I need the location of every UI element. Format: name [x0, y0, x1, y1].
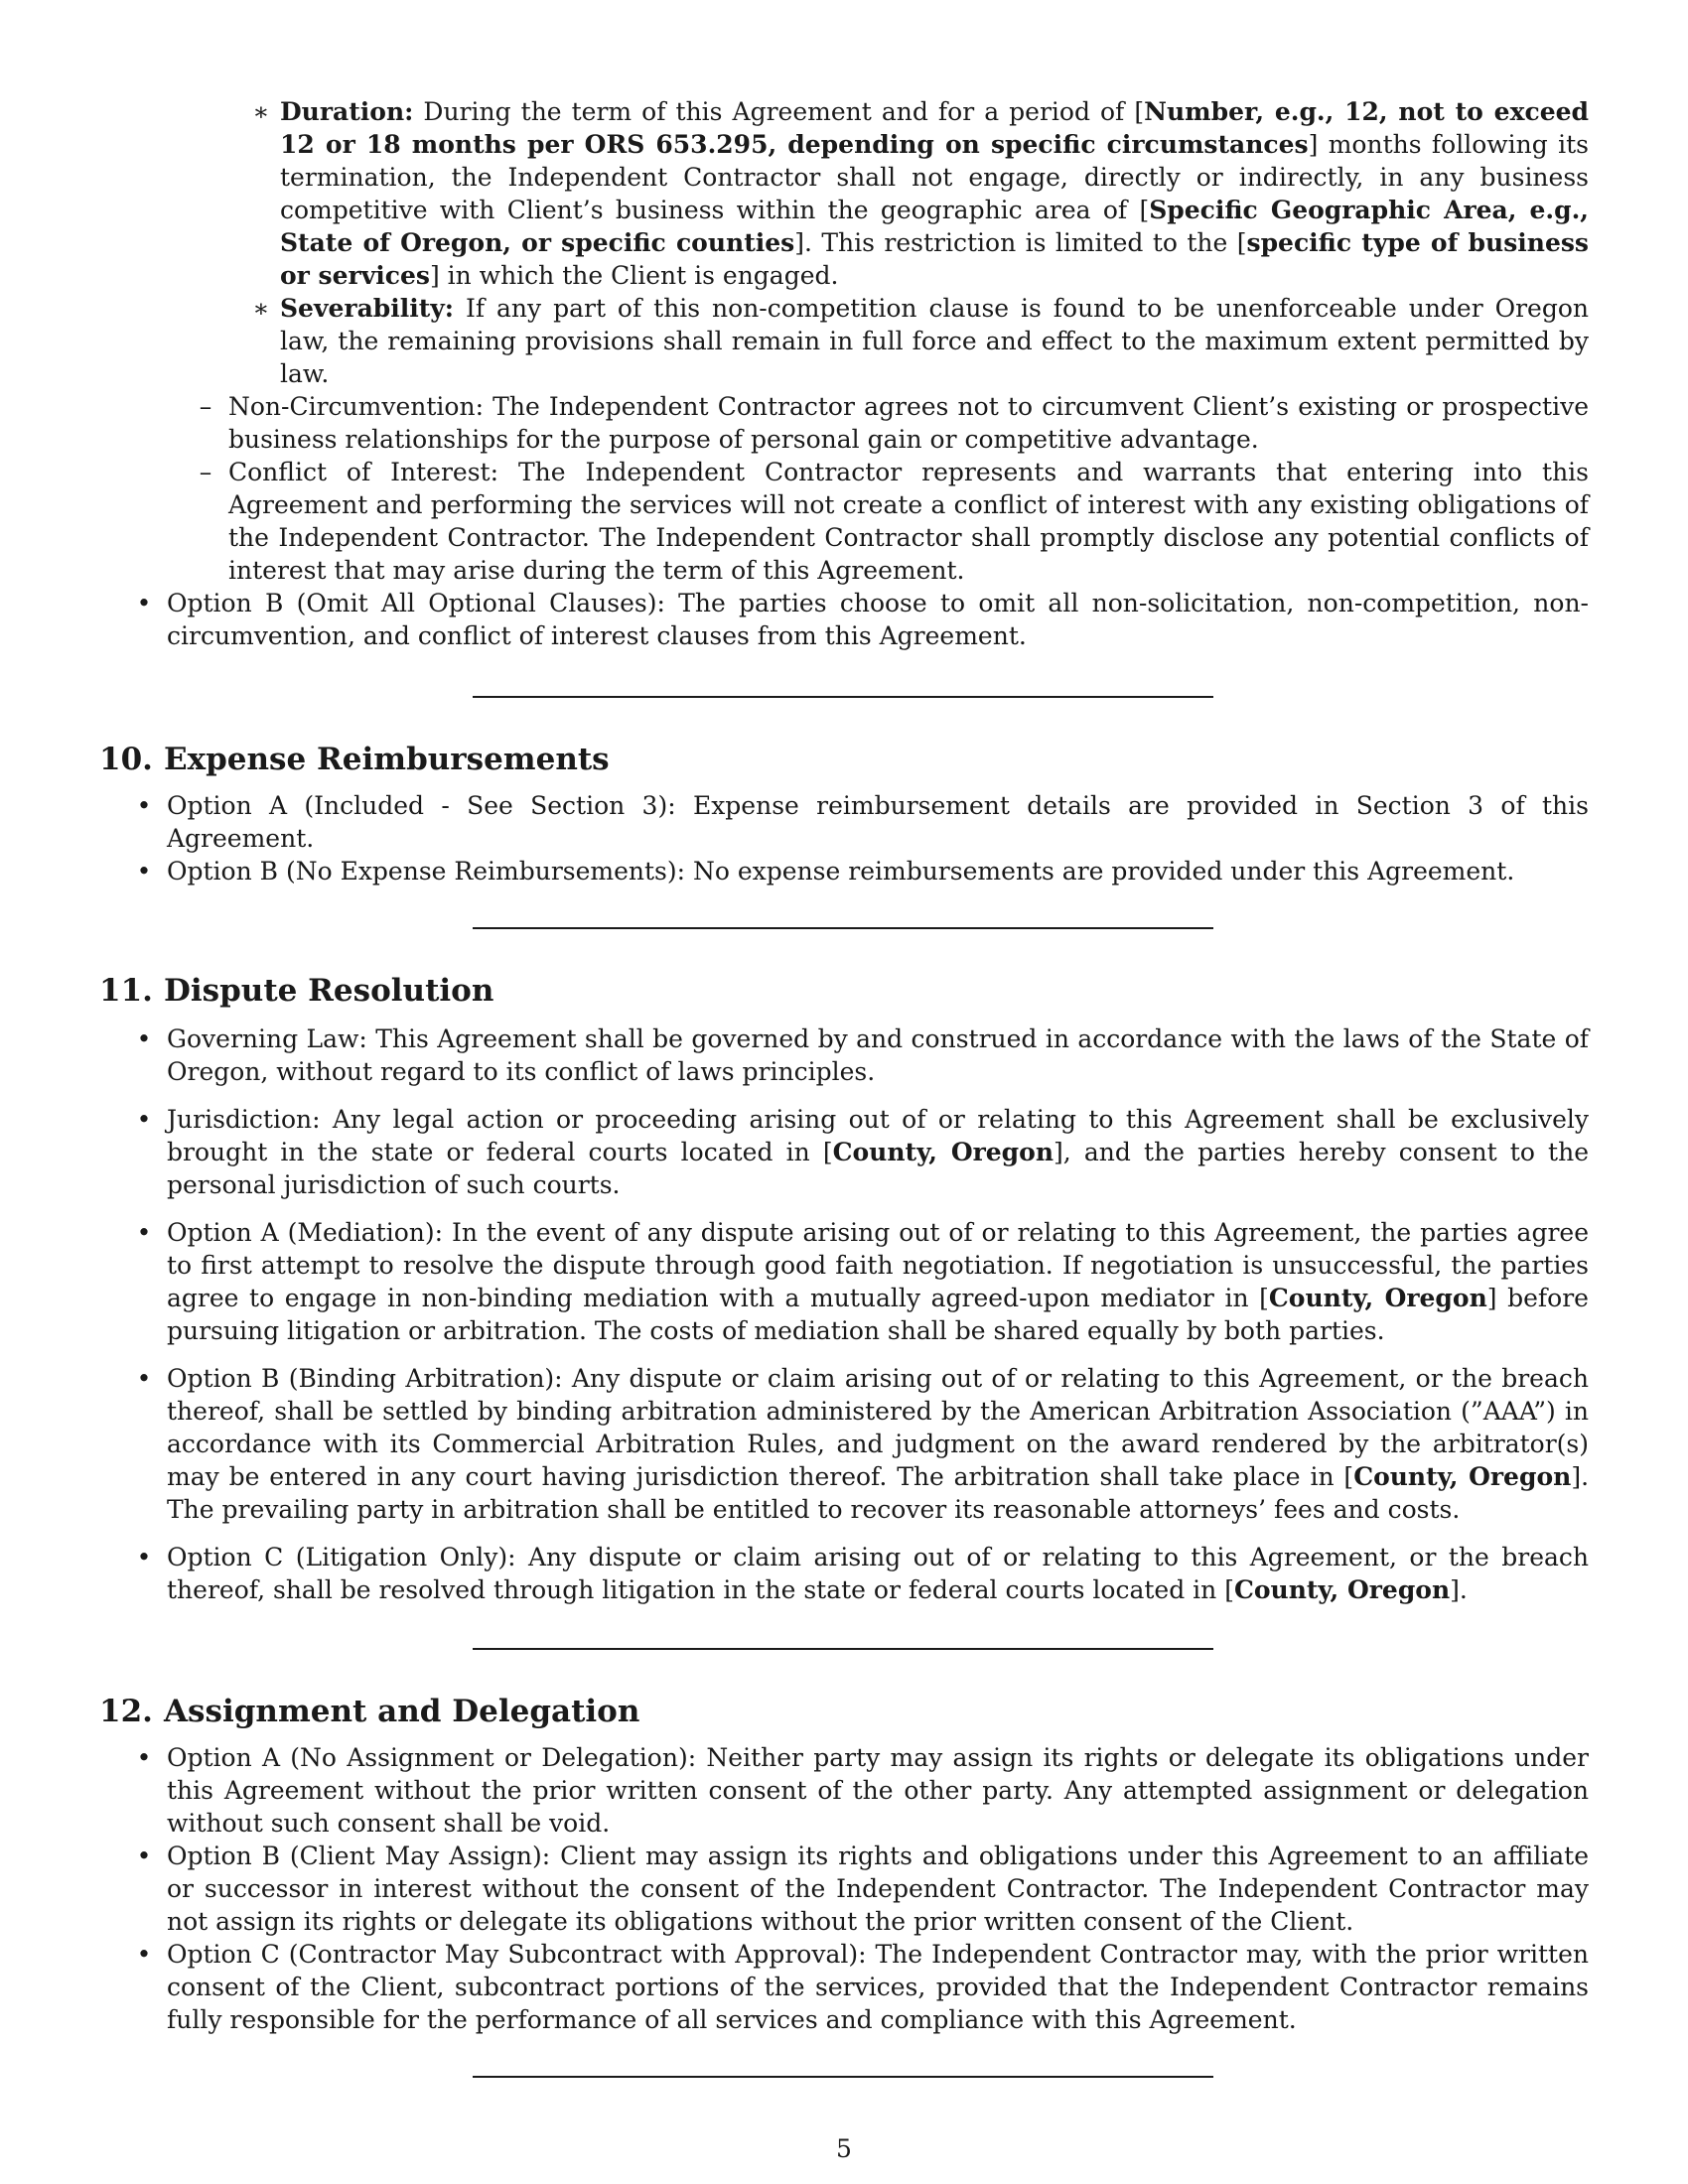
- bullet-marker: •: [136, 791, 152, 820]
- list-item-option-b-arbitration: • Option B (Binding Arbitration): Any dispute or claim arising out of or relating to this Agreement, or the breach thereof, shall be settled by binding arbitration administered by the American Arbitration Association (”AAA”) in accordance with its Commercial Arbitration Rules, and judgment on the award rendered by the arbitrator(s) may be entered in any court having jurisdiction thereof. The arbitration shall take place in [County, Oregon]. The prevailing party in arbitration shall be entitled to recover its reasonable attorneys’ fees and costs.: [99, 1362, 1589, 1526]
- list-item-severability: ∗ Severability: If any part of this non-competition clause is found to be unenforceable under Oregon law, the remaining provisions shall remain in full force and effect to the maximum extent permitted by law.: [99, 292, 1589, 390]
- bullet-marker: •: [136, 1842, 152, 1870]
- bullet-marker: •: [136, 1940, 152, 1969]
- duration-label: Duration:: [280, 97, 414, 126]
- list-item-jurisdiction: • Jurisdiction: Any legal action or proceeding arising out of or relating to this Agreement shall be exclusively brought in the state or federal courts located in [County, Oregon], and the parties hereby consent to the personal jurisdiction of such courts.: [99, 1103, 1589, 1201]
- bullet-marker: •: [136, 1105, 152, 1134]
- bullet-marker: •: [136, 857, 152, 886]
- list-item: • Option B (Client May Assign): Client may assign its rights and obligations under this Agreement to an affiliate or successor in interest without the consent of the Independent Contractor. The Independent Contractor may not assign its rights or delegate its obligations without the prior written consent of the Client.: [99, 1840, 1589, 1938]
- bullet-marker: •: [136, 1743, 152, 1772]
- dash-marker: –: [199, 392, 212, 421]
- bullet-marker: •: [136, 1543, 152, 1571]
- list-item-conflict-of-interest: – Conflict of Interest: The Independent Contractor represents and warrants that entering into this Agreement and performing the services will not create a conflict of interest with any existing obligations of the Independent Contractor. The Independent Contractor shall promptly disclose any potential conflicts of interest that may arise during the term of this Agreement.: [99, 456, 1589, 587]
- section-divider: [473, 696, 1213, 698]
- section-11-heading: 11. Dispute Resolution: [99, 973, 494, 1009]
- list-item: • Option A (No Assignment or Delegation): Neither party may assign its rights or delegate its obligations under this Agreement without the prior written consent of the other party. Any attempted assignment or delegation without such consent shall be void.: [99, 1741, 1589, 1840]
- bullet-marker: •: [136, 589, 152, 617]
- section-10-heading: 10. Expense Reimbursements: [99, 742, 610, 777]
- list-item: • Option C (Contractor May Subcontract with Approval): The Independent Contractor may, with the prior written consent of the Client, subcontract portions of the services, provided that the Independent Contractor remains fully responsible for the performance of all services and compliance with this Agreement.: [99, 1938, 1589, 2036]
- list-item-option-b-omit: • Option B (Omit All Optional Clauses): The parties choose to omit all non-solicitation, non-competition, non-circumvention, and conflict of interest clauses from this Agreement.: [99, 587, 1589, 652]
- bullet-marker: •: [136, 1024, 152, 1053]
- list-item: • Option B (No Expense Reimbursements): No expense reimbursements are provided under this Agreement.: [99, 855, 1589, 887]
- severability-label: Severability:: [280, 294, 455, 323]
- asterisk-marker: ∗: [252, 294, 270, 323]
- list-item-governing-law: • Governing Law: This Agreement shall be governed by and construed in accordance with the laws of the State of Oregon, without regard to its conflict of laws principles.: [99, 1023, 1589, 1088]
- asterisk-marker: ∗: [252, 97, 270, 126]
- section-divider: [473, 2076, 1213, 2078]
- section-12-heading: 12. Assignment and Delegation: [99, 1694, 640, 1729]
- bullet-marker: •: [136, 1218, 152, 1247]
- list-item-duration: ∗ Duration: During the term of this Agreement and for a period of [Number, e.g., 12, not to exceed 12 or 18 months per ORS 653.295, depending on specific circumstances] months following its termination, the Independent Contractor shall not engage, directly or indirectly, in any business competitive with Client’s business within the geographic area of [Specific Geographic Area, e.g., State of Oregon, or specific counties]. This restriction is limited to the [specific type of business or services] in which the Client is engaged.: [99, 95, 1589, 292]
- section-divider: [473, 1648, 1213, 1650]
- list-item-non-circumvention: – Non-Circumvention: The Independent Contractor agrees not to circumvent Client’s existing or prospective business relationships for the purpose of personal gain or competitive advantage.: [99, 390, 1589, 456]
- list-item: • Option A (Included - See Section 3): Expense reimbursement details are provided in Section 3 of this Agreement.: [99, 789, 1589, 855]
- bullet-marker: •: [136, 1364, 152, 1393]
- dash-marker: –: [199, 458, 212, 486]
- section-divider: [473, 927, 1213, 929]
- list-item-option-c-litigation: • Option C (Litigation Only): Any dispute or claim arising out of or relating to this Agreement, or the breach thereof, shall be resolved through litigation in the state or federal courts located in [County, Oregon].: [99, 1541, 1589, 1606]
- document-page: [99, 95, 1589, 2078]
- list-item-option-a-mediation: • Option A (Mediation): In the event of any dispute arising out of or relating to this Agreement, the parties agree to first attempt to resolve the dispute through good faith negotiation. If negotiation is unsuccessful, the parties agree to engage in non-binding mediation with a mutually agreed-upon mediator in [County, Oregon] before pursuing litigation or arbitration. The costs of mediation shall be shared equally by both parties.: [99, 1216, 1589, 1347]
- page-number: 5: [836, 2134, 852, 2163]
